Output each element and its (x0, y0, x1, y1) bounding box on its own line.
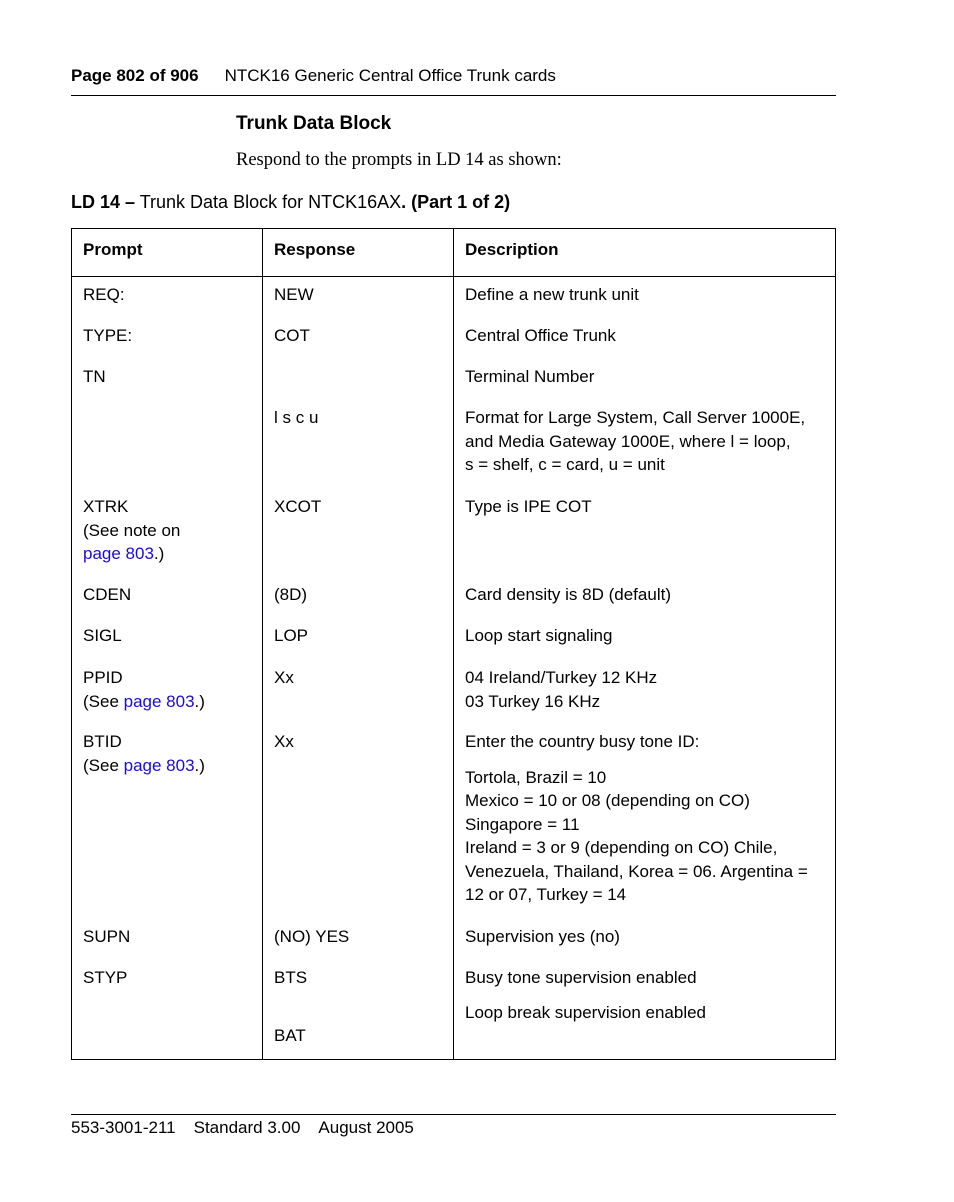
description-intro: Enter the country busy tone ID: (465, 732, 700, 751)
column-divider (453, 229, 454, 1059)
description-line: 04 Ireland/Turkey 12 KHz (465, 668, 658, 687)
caption-part: . (Part 1 of 2) (401, 192, 511, 212)
description-type: Central Office Trunk (465, 326, 616, 345)
response-btid: Xx (274, 732, 294, 751)
table-caption (71, 192, 510, 213)
response-styp-bts: BTS (274, 968, 308, 987)
column-header-prompt: Prompt (83, 240, 143, 259)
description-cden: Card density is 8D (default) (465, 585, 671, 604)
prompt-supn: SUPN (83, 927, 131, 946)
response-lscu: l s c u (274, 408, 319, 427)
page-803-link[interactable]: page 803 (123, 691, 195, 711)
intro-text: Respond to the prompts in LD 14 as shown: (236, 150, 562, 170)
prompt-req: REQ: (83, 285, 125, 304)
prompt-note (83, 690, 205, 714)
response-sigl: LOP (274, 626, 309, 645)
caption-ld: LD 14 – (71, 192, 136, 212)
caption-text: Trunk Data Block for NTCK16AX (135, 192, 402, 212)
description-styp-bat: Loop break supervision enabled (465, 1003, 707, 1022)
document-date: August 2005 (318, 1118, 414, 1137)
footer-divider (71, 1114, 836, 1115)
description-lscu (465, 406, 830, 477)
response-styp-bat: BAT (274, 1026, 306, 1045)
prompt-note (83, 754, 205, 778)
page-803-link[interactable]: page 803 (123, 755, 195, 775)
description-sigl: Loop start signaling (465, 626, 613, 645)
description-btid (465, 730, 830, 907)
description-req: Define a new trunk unit (465, 285, 639, 304)
description-line: Venezuela, Thailand, Korea = 06. Argentina = (465, 861, 808, 881)
description-xtrk: Type is IPE COT (465, 497, 592, 516)
page-header (71, 66, 836, 86)
response-cden: (8D) (274, 585, 308, 604)
page-footer (71, 1118, 414, 1138)
description-ppid (465, 666, 830, 713)
prompt-note: (See note on (83, 520, 181, 540)
prompt-type: TYPE: (83, 326, 133, 345)
trunk-data-table (71, 228, 836, 1060)
description-line: and Media Gateway 1000E, where l = loop, (465, 431, 791, 451)
document-number: 553-3001-211 (71, 1118, 176, 1137)
prompt-xtrk (83, 495, 180, 566)
prompt-note-pre: (See (83, 691, 124, 711)
description-line: Tortola, Brazil = 10 (465, 767, 607, 787)
document-standard: Standard 3.00 (193, 1118, 301, 1137)
description-line: Format for Large System, Call Server 1000E, (465, 408, 806, 427)
response-xtrk: XCOT (274, 497, 322, 516)
header-row-divider (72, 276, 835, 277)
description-line: Mexico = 10 or 08 (depending on CO) (465, 791, 750, 810)
column-header-description: Description (465, 240, 559, 259)
prompt-sigl: SIGL (83, 626, 122, 645)
description-tn: Terminal Number (465, 367, 595, 386)
column-header-response: Response (274, 240, 356, 259)
document-title: NTCK16 Generic Central Office Trunk cards (224, 66, 556, 85)
page-number: Page 802 of 906 (71, 66, 199, 85)
prompt-note-pre: (See (83, 755, 124, 775)
prompt-note-tail: .) (194, 691, 205, 711)
description-line: 03 Turkey 16 KHz (465, 691, 601, 711)
section-title: Trunk Data Block (236, 113, 392, 134)
prompt-note-tail: .) (194, 755, 205, 775)
response-type: COT (274, 326, 310, 345)
description-line: Ireland = 3 or 9 (depending on CO) Chile, (465, 838, 778, 857)
prompt-tn: TN (83, 367, 106, 386)
prompt-ppid (83, 666, 205, 713)
description-line: s = shelf, c = card, u = unit (465, 455, 665, 474)
prompt-name: XTRK (83, 497, 129, 516)
prompt-note-link-line (83, 542, 180, 566)
prompt-name: PPID (83, 668, 123, 687)
prompt-styp: STYP (83, 968, 128, 987)
prompt-cden: CDEN (83, 585, 132, 604)
column-divider (262, 229, 263, 1059)
page-803-link[interactable]: page 803 (83, 544, 154, 563)
response-req: NEW (274, 285, 314, 304)
description-supn: Supervision yes (no) (465, 927, 620, 946)
prompt-btid (83, 730, 205, 777)
description-line: 12 or 07, Turkey = 14 (465, 885, 627, 904)
prompt-name: BTID (83, 732, 122, 751)
prompt-note-tail: .) (153, 544, 165, 563)
response-supn: (NO) YES (274, 927, 350, 946)
description-line: Singapore = 11 (465, 814, 580, 834)
header-divider (71, 95, 836, 96)
description-styp-bts: Busy tone supervision enabled (465, 968, 697, 987)
response-ppid: Xx (274, 668, 294, 687)
